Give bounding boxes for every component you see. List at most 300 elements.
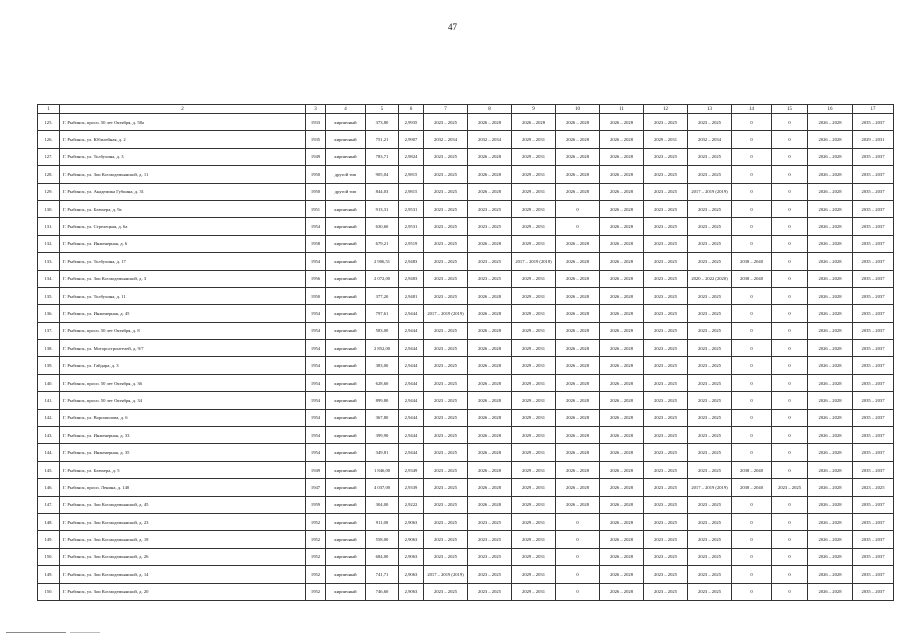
table-cell: 146. <box>38 479 60 496</box>
table-cell: 1933 <box>306 114 326 131</box>
table-cell: 2,9444 <box>399 322 424 339</box>
table-cell: 2023 – 2025 <box>424 531 468 548</box>
table-cell: 2026 – 2028 <box>808 235 853 252</box>
address-cell: Г. Рыбинск, ул. Зои Космодемьянской, д. 45 <box>60 496 306 513</box>
table-cell: 2017 – 2019 (2019) <box>424 566 468 583</box>
table-cell: 2023 – 2025 <box>688 218 732 235</box>
table-cell: 2026 – 2028 <box>468 409 512 426</box>
table-cell: 127. <box>38 148 60 165</box>
table-cell: 797,61 <box>366 305 399 322</box>
table-row <box>38 148 894 165</box>
table-cell: 0 <box>772 340 808 357</box>
table-cell: 2035 – 2037 <box>853 148 894 165</box>
table-cell: 2026 – 2028 <box>468 114 512 131</box>
table-cell: 2026 – 2028 <box>556 340 600 357</box>
table-cell: 2035 – 2037 <box>853 513 894 530</box>
table-cell: 2035 – 2037 <box>853 200 894 217</box>
table-cell: 2035 – 2037 <box>853 444 894 461</box>
table-cell: 2029 – 2031 <box>512 461 556 478</box>
table-cell: 2026 – 2028 <box>556 253 600 270</box>
table-cell: 741,71 <box>366 566 399 583</box>
address-cell: Г. Рыбинск, ул. Зои Космодемьянской, д. 3 <box>60 270 306 287</box>
table-cell: 2026 – 2028 <box>556 409 600 426</box>
table-cell: 2026 – 2028 <box>808 496 853 513</box>
table-cell: 2023 – 2025 <box>688 496 732 513</box>
table-cell: 1954 <box>306 409 326 426</box>
table-cell: 129. <box>38 183 60 200</box>
table-cell: 2026 – 2028 <box>808 357 853 374</box>
table-cell: 2026 – 2028 <box>808 409 853 426</box>
table-cell: 2026 – 2028 <box>600 583 644 600</box>
table-cell: 2026 – 2028 <box>600 392 644 409</box>
table-cell: 2035 – 2037 <box>853 392 894 409</box>
table-cell: 2,9824 <box>399 148 424 165</box>
table-row <box>38 218 894 235</box>
table-cell: 2026 – 2028 <box>468 496 512 513</box>
table-cell: 2032 – 2034 <box>688 131 732 148</box>
table-cell: 1954 <box>306 218 326 235</box>
address-cell: Г. Рыбинск, ул. Зои Космодемьянской, д. 18 <box>60 531 306 548</box>
table-cell: 2,9483 <box>399 253 424 270</box>
table-cell: 2017 – 2019 (2018) <box>512 253 556 270</box>
table-cell: 2026 – 2028 <box>808 166 853 183</box>
table-cell: 2023 – 2025 <box>644 340 688 357</box>
table-cell: 2029 – 2031 <box>512 392 556 409</box>
table-cell: 2023 – 2025 <box>772 479 808 496</box>
table-cell: 2026 – 2028 <box>468 392 512 409</box>
table-cell: 377,20 <box>366 287 399 304</box>
table-cell: 2026 – 2028 <box>556 305 600 322</box>
table-cell: 0 <box>732 322 772 339</box>
table-cell: 2029 – 2031 <box>644 131 688 148</box>
table-cell: 0 <box>772 166 808 183</box>
table-row <box>38 427 894 444</box>
page-number: 47 <box>448 22 457 32</box>
table-cell: 2023 – 2025 <box>424 287 468 304</box>
table-cell: 1949 <box>306 461 326 478</box>
table-cell: 0 <box>732 566 772 583</box>
table-cell: 2029 – 2031 <box>512 305 556 322</box>
table-cell: 2023 – 2025 <box>644 357 688 374</box>
table-cell: 2023 – 2025 <box>644 548 688 565</box>
address-cell: Г. Рыбинск, ул. Зои Космодемьянской, д. 20 <box>60 583 306 600</box>
table-cell: 2023 – 2025 <box>688 253 732 270</box>
column-number-cell: 17 <box>853 105 894 114</box>
table-cell: 2029 – 2031 <box>512 374 556 391</box>
table-cell: 2023 – 2025 <box>688 287 732 304</box>
table-cell: 2023 – 2025 <box>644 235 688 252</box>
table-cell: 2035 – 2037 <box>853 427 894 444</box>
address-cell: Г. Рыбинск, ул. Толбухина, д. 11 <box>60 287 306 304</box>
column-number-cell: 12 <box>644 105 688 114</box>
column-number-cell: 4 <box>326 105 366 114</box>
table-cell: 150. <box>38 583 60 600</box>
table-cell: 133. <box>38 253 60 270</box>
table-cell: 304,00 <box>366 496 399 513</box>
table-cell: 2023 – 2025 <box>424 114 468 131</box>
table-cell: 2023 – 2025 <box>688 340 732 357</box>
table-cell: 2,9815 <box>399 183 424 200</box>
table-cell: кирпичный <box>326 131 366 148</box>
table-cell: 2023 – 2025 <box>424 461 468 478</box>
column-number-cell: 16 <box>808 105 853 114</box>
table-cell: 2023 – 2025 <box>644 531 688 548</box>
address-cell: Г. Рыбинск, ул. Моторостроителей, д. 9/7 <box>60 340 306 357</box>
table-cell: 0 <box>732 583 772 600</box>
table-cell: 367,80 <box>366 409 399 426</box>
table-cell: 2026 – 2028 <box>556 148 600 165</box>
table-cell: 2023 – 2025 <box>468 200 512 217</box>
table-row <box>38 548 894 565</box>
column-number-cell: 15 <box>772 105 808 114</box>
table-cell: 2026 – 2028 <box>808 427 853 444</box>
table-cell: 2023 – 2025 <box>468 566 512 583</box>
table-cell: 2026 – 2028 <box>600 183 644 200</box>
table-cell: 2023 – 2025 <box>688 148 732 165</box>
table-cell: 2023 – 2025 <box>688 461 732 478</box>
address-cell: Г. Рыбинск, ул. Юбилейная, д. 2 <box>60 131 306 148</box>
table-cell: 2026 – 2028 <box>808 374 853 391</box>
table-cell: 132. <box>38 235 60 252</box>
table-row <box>38 322 894 339</box>
table-cell: 1954 <box>306 392 326 409</box>
table-cell: 2023 – 2025 <box>644 409 688 426</box>
table-cell: кирпичный <box>326 200 366 217</box>
table-cell: 2026 – 2028 <box>468 444 512 461</box>
table-cell: 2023 – 2025 <box>644 270 688 287</box>
table-cell: 2029 – 2031 <box>512 427 556 444</box>
table-cell: 1954 <box>306 374 326 391</box>
table-row <box>38 461 894 478</box>
table-cell: 2,9063 <box>399 583 424 600</box>
table-row <box>38 287 894 304</box>
table-cell: 2026 – 2028 <box>468 166 512 183</box>
table-cell: 2023 – 2025 <box>644 427 688 444</box>
table-cell: 0 <box>732 531 772 548</box>
table-cell: 2026 – 2028 <box>468 374 512 391</box>
table-cell: 2023 – 2025 <box>424 235 468 252</box>
table-cell: 1950 <box>306 287 326 304</box>
table-cell: 2029 – 2031 <box>512 496 556 513</box>
table-cell: 2029 – 2031 <box>512 183 556 200</box>
table-cell: 2026 – 2028 <box>468 340 512 357</box>
table-cell: 2023 – 2025 <box>468 270 512 287</box>
table-cell: 2023 – 2025 <box>424 496 468 513</box>
table-cell: кирпичный <box>326 374 366 391</box>
table-cell: 2026 – 2028 <box>556 461 600 478</box>
table-cell: 143. <box>38 427 60 444</box>
table-cell: 0 <box>732 200 772 217</box>
table-cell: 2026 – 2028 <box>808 218 853 235</box>
table-row <box>38 409 894 426</box>
table-cell: 2035 – 2037 <box>853 496 894 513</box>
table-cell: 140. <box>38 374 60 391</box>
table-cell: 2026 – 2028 <box>600 114 644 131</box>
table-cell: 0 <box>772 409 808 426</box>
table-cell: 2026 – 2028 <box>808 479 853 496</box>
table-cell: 2023 – 2025 <box>468 531 512 548</box>
table-cell: 628,60 <box>366 374 399 391</box>
table-cell: 2023 – 2025 <box>688 322 732 339</box>
table-cell: 2,9815 <box>399 166 424 183</box>
address-cell: Г. Рыбинск, ул. Зои Космодемьянской, д. 14 <box>60 566 306 583</box>
table-cell: 0 <box>732 148 772 165</box>
table-cell: 2023 – 2025 <box>688 392 732 409</box>
table-cell: 2026 – 2028 <box>600 531 644 548</box>
column-number-cell: 11 <box>600 105 644 114</box>
table-cell: 2035 – 2037 <box>853 357 894 374</box>
table-cell: 1954 <box>306 305 326 322</box>
table-cell: 2026 – 2028 <box>808 583 853 600</box>
table-cell: 0 <box>772 183 808 200</box>
table-cell: 1954 <box>306 444 326 461</box>
table-cell: 2026 – 2028 <box>512 114 556 131</box>
table-cell: 2023 – 2025 <box>424 444 468 461</box>
table-cell: кирпичный <box>326 340 366 357</box>
table-row <box>38 444 894 461</box>
table-cell: кирпичный <box>326 427 366 444</box>
table-cell: 558,00 <box>366 531 399 548</box>
table-cell: 2026 – 2028 <box>600 340 644 357</box>
table-cell: 4 037,00 <box>366 479 399 496</box>
table-cell: 2,9531 <box>399 200 424 217</box>
table-cell: 2026 – 2028 <box>808 322 853 339</box>
table-cell: 1950 <box>306 183 326 200</box>
table-cell: 2026 – 2028 <box>556 374 600 391</box>
table-cell: 2017 – 2019 (2019) <box>688 183 732 200</box>
table-cell: 2026 – 2028 <box>808 148 853 165</box>
table-cell: 2,9531 <box>399 218 424 235</box>
table-cell: 2017 – 2019 (2019) <box>424 305 468 322</box>
table-cell: 2023 – 2025 <box>424 200 468 217</box>
table-cell: 2038 – 2040 <box>732 479 772 496</box>
table-cell: 0 <box>732 218 772 235</box>
table-cell: 751,21 <box>366 131 399 148</box>
table-cell: 2026 – 2028 <box>600 566 644 583</box>
table-cell: 2029 – 2031 <box>853 131 894 148</box>
table-cell: 0 <box>732 374 772 391</box>
table-cell: 2029 – 2031 <box>512 166 556 183</box>
table-cell: 2035 – 2037 <box>853 583 894 600</box>
table-cell: 2023 – 2025 <box>424 427 468 444</box>
table-cell: 0 <box>772 461 808 478</box>
table-cell: 2023 – 2025 <box>688 305 732 322</box>
table-cell: 2026 – 2028 <box>600 200 644 217</box>
table-cell: 2026 – 2028 <box>556 235 600 252</box>
address-cell: Г. Рыбинск, ул. Инженерная, д. 35 <box>60 444 306 461</box>
table-cell: 0 <box>732 427 772 444</box>
table-cell: 2,9063 <box>399 548 424 565</box>
table-cell: 2026 – 2028 <box>808 513 853 530</box>
table-cell: 2,9444 <box>399 409 424 426</box>
table-cell: 2 906,51 <box>366 253 399 270</box>
scan-edge-mark <box>70 632 100 633</box>
table-row <box>38 235 894 252</box>
table-row <box>38 340 894 357</box>
table-cell: 2023 – 2025 <box>688 409 732 426</box>
table-cell: 2023 – 2025 <box>688 427 732 444</box>
table-cell: 1952 <box>306 513 326 530</box>
table-cell: 2023 – 2025 <box>424 409 468 426</box>
table-row <box>38 270 894 287</box>
table-cell: 0 <box>732 409 772 426</box>
table-cell: 0 <box>556 200 600 217</box>
table-cell: 137. <box>38 322 60 339</box>
table-cell: 0 <box>772 548 808 565</box>
table-cell: 2023 – 2025 <box>468 253 512 270</box>
table-cell: 2023 – 2025 <box>644 183 688 200</box>
table-cell: 2026 – 2028 <box>468 322 512 339</box>
table-cell: 2029 – 2031 <box>512 583 556 600</box>
table-cell: 2026 – 2028 <box>808 531 853 548</box>
table-cell: 2023 – 2025 <box>468 513 512 530</box>
table-cell: 1952 <box>306 548 326 565</box>
table-cell: 1950 <box>306 166 326 183</box>
table-cell: 2029 – 2031 <box>512 322 556 339</box>
table-cell: 2035 – 2037 <box>853 235 894 252</box>
table-cell: 2023 – 2025 <box>644 148 688 165</box>
table-cell: 147. <box>38 496 60 513</box>
table-cell: 1952 <box>306 583 326 600</box>
table-cell: 2026 – 2028 <box>600 357 644 374</box>
table-cell: 2023 – 2025 <box>688 513 732 530</box>
table-cell: 2026 – 2028 <box>556 114 600 131</box>
table-cell: кирпичный <box>326 583 366 600</box>
table-cell: 0 <box>772 218 808 235</box>
table-cell: 2023 – 2025 <box>644 461 688 478</box>
table-cell: 0 <box>772 287 808 304</box>
table-cell: 0 <box>772 357 808 374</box>
table-cell: 0 <box>556 566 600 583</box>
table-cell: 2029 – 2031 <box>512 235 556 252</box>
table-cell: 2035 – 2037 <box>853 166 894 183</box>
table-cell: 2035 – 2037 <box>853 461 894 478</box>
table-cell: 2035 – 2037 <box>853 374 894 391</box>
table-cell: 2029 – 2031 <box>512 200 556 217</box>
table-cell: 0 <box>772 392 808 409</box>
table-cell: 2023 – 2025 <box>644 496 688 513</box>
address-cell: Г. Рыбинск, ул. Зои Космодемьянской, д. 26 <box>60 548 306 565</box>
table-cell: 2029 – 2031 <box>512 531 556 548</box>
table-cell: 2,9444 <box>399 392 424 409</box>
table-cell: 2026 – 2028 <box>468 479 512 496</box>
table-cell: 373,80 <box>366 114 399 131</box>
address-cell: Г. Рыбинск, просп. 50 лет Октября, д. 36 <box>60 374 306 391</box>
table-cell: кирпичный <box>326 235 366 252</box>
table-cell: 2,9444 <box>399 340 424 357</box>
table-cell: 2038 – 2040 <box>732 461 772 478</box>
table-cell: 0 <box>772 322 808 339</box>
address-cell: Г. Рыбинск, ул. Инженерная, д. 6 <box>60 235 306 252</box>
table-cell: 2023 – 2025 <box>424 183 468 200</box>
table-cell: 2,9339 <box>399 479 424 496</box>
address-cell: Г. Рыбинск, просп. 50 лет Октября, д. 34 <box>60 392 306 409</box>
table-cell: 2029 – 2031 <box>512 340 556 357</box>
table-cell: 2026 – 2028 <box>600 444 644 461</box>
column-number-cell: 1 <box>38 105 60 114</box>
table-cell: 2026 – 2028 <box>808 200 853 217</box>
table-cell: 2,9444 <box>399 444 424 461</box>
table-cell: 2,9444 <box>399 305 424 322</box>
table-cell: 2023 – 2025 <box>424 548 468 565</box>
column-number-cell: 10 <box>556 105 600 114</box>
table-cell: 2,9519 <box>399 235 424 252</box>
column-number-cell: 13 <box>688 105 732 114</box>
table-cell: 1954 <box>306 427 326 444</box>
table-cell: 0 <box>732 513 772 530</box>
table-cell: 2026 – 2028 <box>556 444 600 461</box>
table-cell: 0 <box>732 114 772 131</box>
table-row <box>38 531 894 548</box>
table-cell: 2023 – 2025 <box>644 444 688 461</box>
table-cell: 128. <box>38 166 60 183</box>
table-cell: 2026 – 2028 <box>556 392 600 409</box>
table-cell: 2026 – 2028 <box>556 131 600 148</box>
table-cell: 0 <box>772 444 808 461</box>
table-cell: 2026 – 2028 <box>600 322 644 339</box>
table-cell: 2023 – 2025 <box>688 114 732 131</box>
table-cell: 2026 – 2028 <box>556 496 600 513</box>
table-cell: 2026 – 2028 <box>468 183 512 200</box>
table-cell: 2023 – 2025 <box>424 357 468 374</box>
table-cell: 130. <box>38 200 60 217</box>
table-cell: 126. <box>38 131 60 148</box>
table-cell: кирпичный <box>326 148 366 165</box>
table-cell: 2026 – 2028 <box>556 322 600 339</box>
table-cell: 2,9063 <box>399 513 424 530</box>
table-cell: кирпичный <box>326 218 366 235</box>
table-cell: 2023 – 2025 <box>644 305 688 322</box>
table-cell: 2023 – 2025 <box>644 253 688 270</box>
table-cell: 2023 – 2025 <box>644 374 688 391</box>
table-cell: 2026 – 2028 <box>600 461 644 478</box>
table-cell: 2 072,00 <box>366 270 399 287</box>
table-cell: кирпичный <box>326 496 366 513</box>
table-cell: 2026 – 2028 <box>808 287 853 304</box>
table-cell: 2026 – 2028 <box>600 409 644 426</box>
table-cell: кирпичный <box>326 305 366 322</box>
table-cell: 1935 <box>306 131 326 148</box>
table-cell: 2026 – 2028 <box>600 270 644 287</box>
table-cell: 1952 <box>306 531 326 548</box>
table-cell: 1951 <box>306 200 326 217</box>
table-cell: 2035 – 2037 <box>853 287 894 304</box>
table-cell: 2023 – 2025 <box>424 322 468 339</box>
table-cell: 2026 – 2028 <box>556 357 600 374</box>
table-cell: 383,00 <box>366 357 399 374</box>
table-cell: 2,9935 <box>399 114 424 131</box>
column-number-cell: 3 <box>306 105 326 114</box>
table-cell: 1954 <box>306 340 326 357</box>
address-cell: Г. Рыбинск, просп. 50 лет Октября, д. 8 <box>60 322 306 339</box>
table-cell: 2026 – 2028 <box>600 218 644 235</box>
table-cell: 1954 <box>306 253 326 270</box>
address-cell: Г. Рыбинск, ул. Блюхера, д. 5 <box>60 461 306 478</box>
table-cell: 2017 – 2019 (2019) <box>688 479 732 496</box>
table-row <box>38 583 894 600</box>
table-cell: 2023 – 2025 <box>424 148 468 165</box>
table-cell: 2023 – 2025 <box>424 392 468 409</box>
table-cell: 2038 – 2040 <box>732 253 772 270</box>
table-cell: 911,00 <box>366 513 399 530</box>
table-cell: 783,71 <box>366 148 399 165</box>
table-cell: 2035 – 2037 <box>853 340 894 357</box>
table-cell: 2026 – 2028 <box>600 305 644 322</box>
table-cell: 630,60 <box>366 218 399 235</box>
table-cell: 1949 <box>306 148 326 165</box>
table-cell: кирпичный <box>326 322 366 339</box>
address-cell: Г. Рыбинск, ул. Толбухина, д. 17 <box>60 253 306 270</box>
